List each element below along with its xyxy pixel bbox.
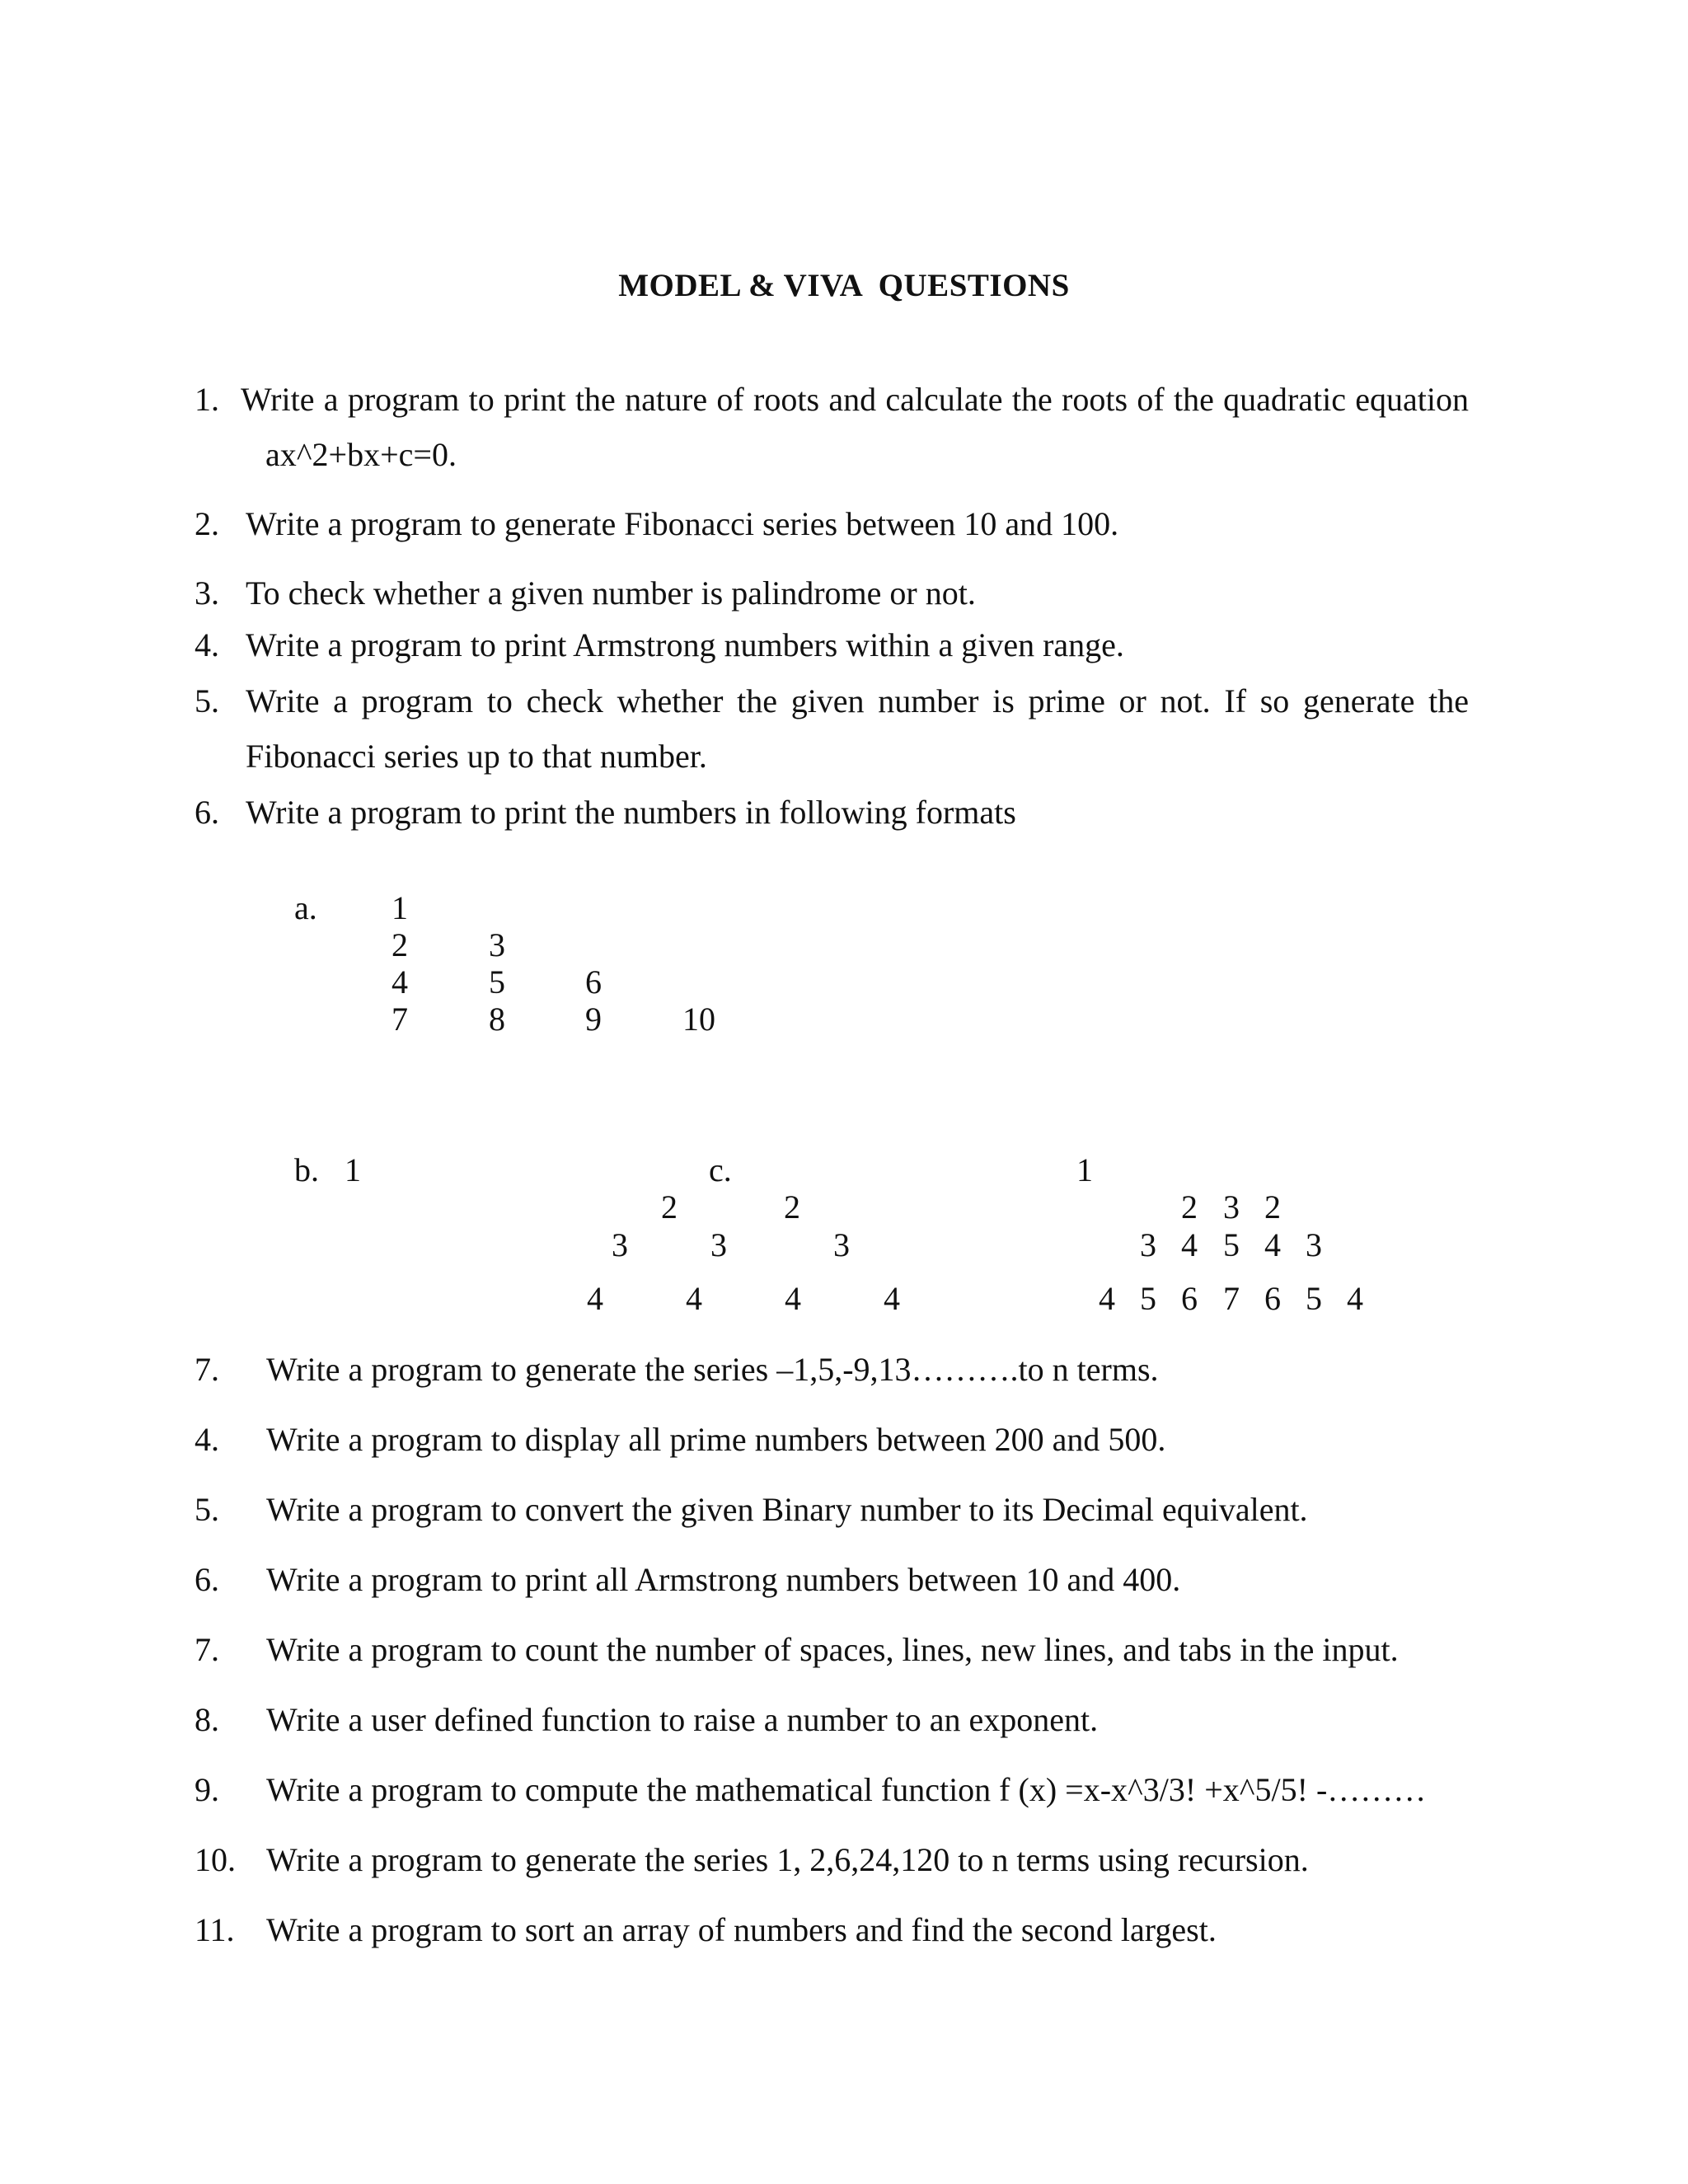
pattern-number: 3 [612,1226,628,1263]
pattern-number: 4 [587,1280,603,1317]
pattern-number: 6 [585,963,602,1001]
question-number: 7. [195,1351,219,1388]
question-text: Write a program to generate the series 1, 2,6,24,120 to n terms using recursion. [266,1841,1309,1878]
pattern-number: 1 [392,889,408,926]
question-number: 3. [195,574,219,612]
pattern-number: 3 [1306,1226,1322,1263]
question-text-continued: Fibonacci series up to that number. [246,738,707,775]
question-text: Write a program to generate the series –1,5,-9,13……….to n terms. [266,1351,1159,1388]
pattern-number: 4 [1099,1280,1115,1317]
pattern-number: 2 [392,926,408,963]
question-number: 1. [195,381,219,418]
pattern-number: 8 [489,1001,505,1038]
question-text: To check whether a given number is palindrome or not. [246,574,976,612]
question-text: Write a user defined function to raise a number to an exponent. [266,1701,1099,1738]
pattern-number: 3 [489,926,505,963]
question-text: Write a program to print all Armstrong numbers between 10 and 400. [266,1561,1181,1598]
pattern-number: 4 [884,1280,900,1317]
question-number: 10. [195,1841,236,1878]
pattern-number: 5 [1223,1226,1240,1263]
question-number: 9. [195,1771,219,1808]
question-number: 11. [195,1911,235,1948]
pattern-number: 9 [585,1001,602,1038]
pattern-number: 1 [1076,1151,1093,1188]
question-text: Write a program to compute the mathematical function f (x) =x-x^3/3! +x^5/5! -……… [266,1771,1427,1808]
pattern-number: 2 [661,1188,678,1226]
format-a-label: a. [294,889,317,926]
question-text: Write a program to generate Fibonacci series between 10 and 100. [246,505,1119,542]
pattern-number: 4 [1264,1226,1281,1263]
pattern-number: 5 [489,963,505,1001]
question-number: 4. [195,1421,219,1458]
question-text: Write a program to check whether the given number is prime or not. If so generate the [246,682,1469,719]
question-text-continued: ax^2+bx+c=0. [265,436,457,473]
question-number: 5. [195,1491,219,1528]
question-text: Write a program to print the numbers in following formats [246,794,1016,831]
pattern-number: 4 [686,1280,702,1317]
pattern-number: 4 [1181,1226,1198,1263]
page-title: MODEL & VIVA QUESTIONS [618,268,1070,303]
question-number: 8. [195,1701,219,1738]
pattern-number: 1 [345,1151,361,1188]
pattern-number: 5 [1306,1280,1322,1317]
pattern-number: 3 [1223,1188,1240,1226]
pattern-number: 3 [833,1226,850,1263]
format-c-label: c. [709,1151,732,1188]
pattern-number: 6 [1264,1280,1281,1317]
question-text: Write a program to convert the given Binary number to its Decimal equivalent. [266,1491,1308,1528]
pattern-number: 10 [682,1001,715,1038]
format-b-label: b. [294,1151,319,1188]
pattern-number: 5 [1140,1280,1156,1317]
pattern-number: 7 [392,1001,408,1038]
pattern-number: 2 [1181,1188,1198,1226]
question-number: 6. [195,1561,219,1598]
pattern-number: 4 [392,963,408,1001]
pattern-number: 2 [784,1188,800,1226]
pattern-number: 4 [1347,1280,1363,1317]
pattern-number: 3 [710,1226,727,1263]
question-number: 2. [195,505,219,542]
question-number: 4. [195,626,219,663]
question-number: 7. [195,1631,219,1668]
pattern-number: 7 [1223,1280,1240,1317]
question-text: Write a program to sort an array of numbers and find the second largest. [266,1911,1217,1948]
pattern-number: 3 [1140,1226,1156,1263]
pattern-number: 2 [1264,1188,1281,1226]
question-number: 5. [195,682,219,719]
question-text: Write a program to display all prime numbers between 200 and 500. [266,1421,1166,1458]
question-text: Write a program to count the number of spaces, lines, new lines, and tabs in the input. [266,1631,1399,1668]
pattern-number: 6 [1181,1280,1198,1317]
question-number: 6. [195,794,219,831]
question-text: Write a program to print the nature of roots and calculate the roots of the quadratic equation [241,381,1469,418]
question-text: Write a program to print Armstrong numbers within a given range. [246,626,1124,663]
pattern-number: 4 [785,1280,801,1317]
